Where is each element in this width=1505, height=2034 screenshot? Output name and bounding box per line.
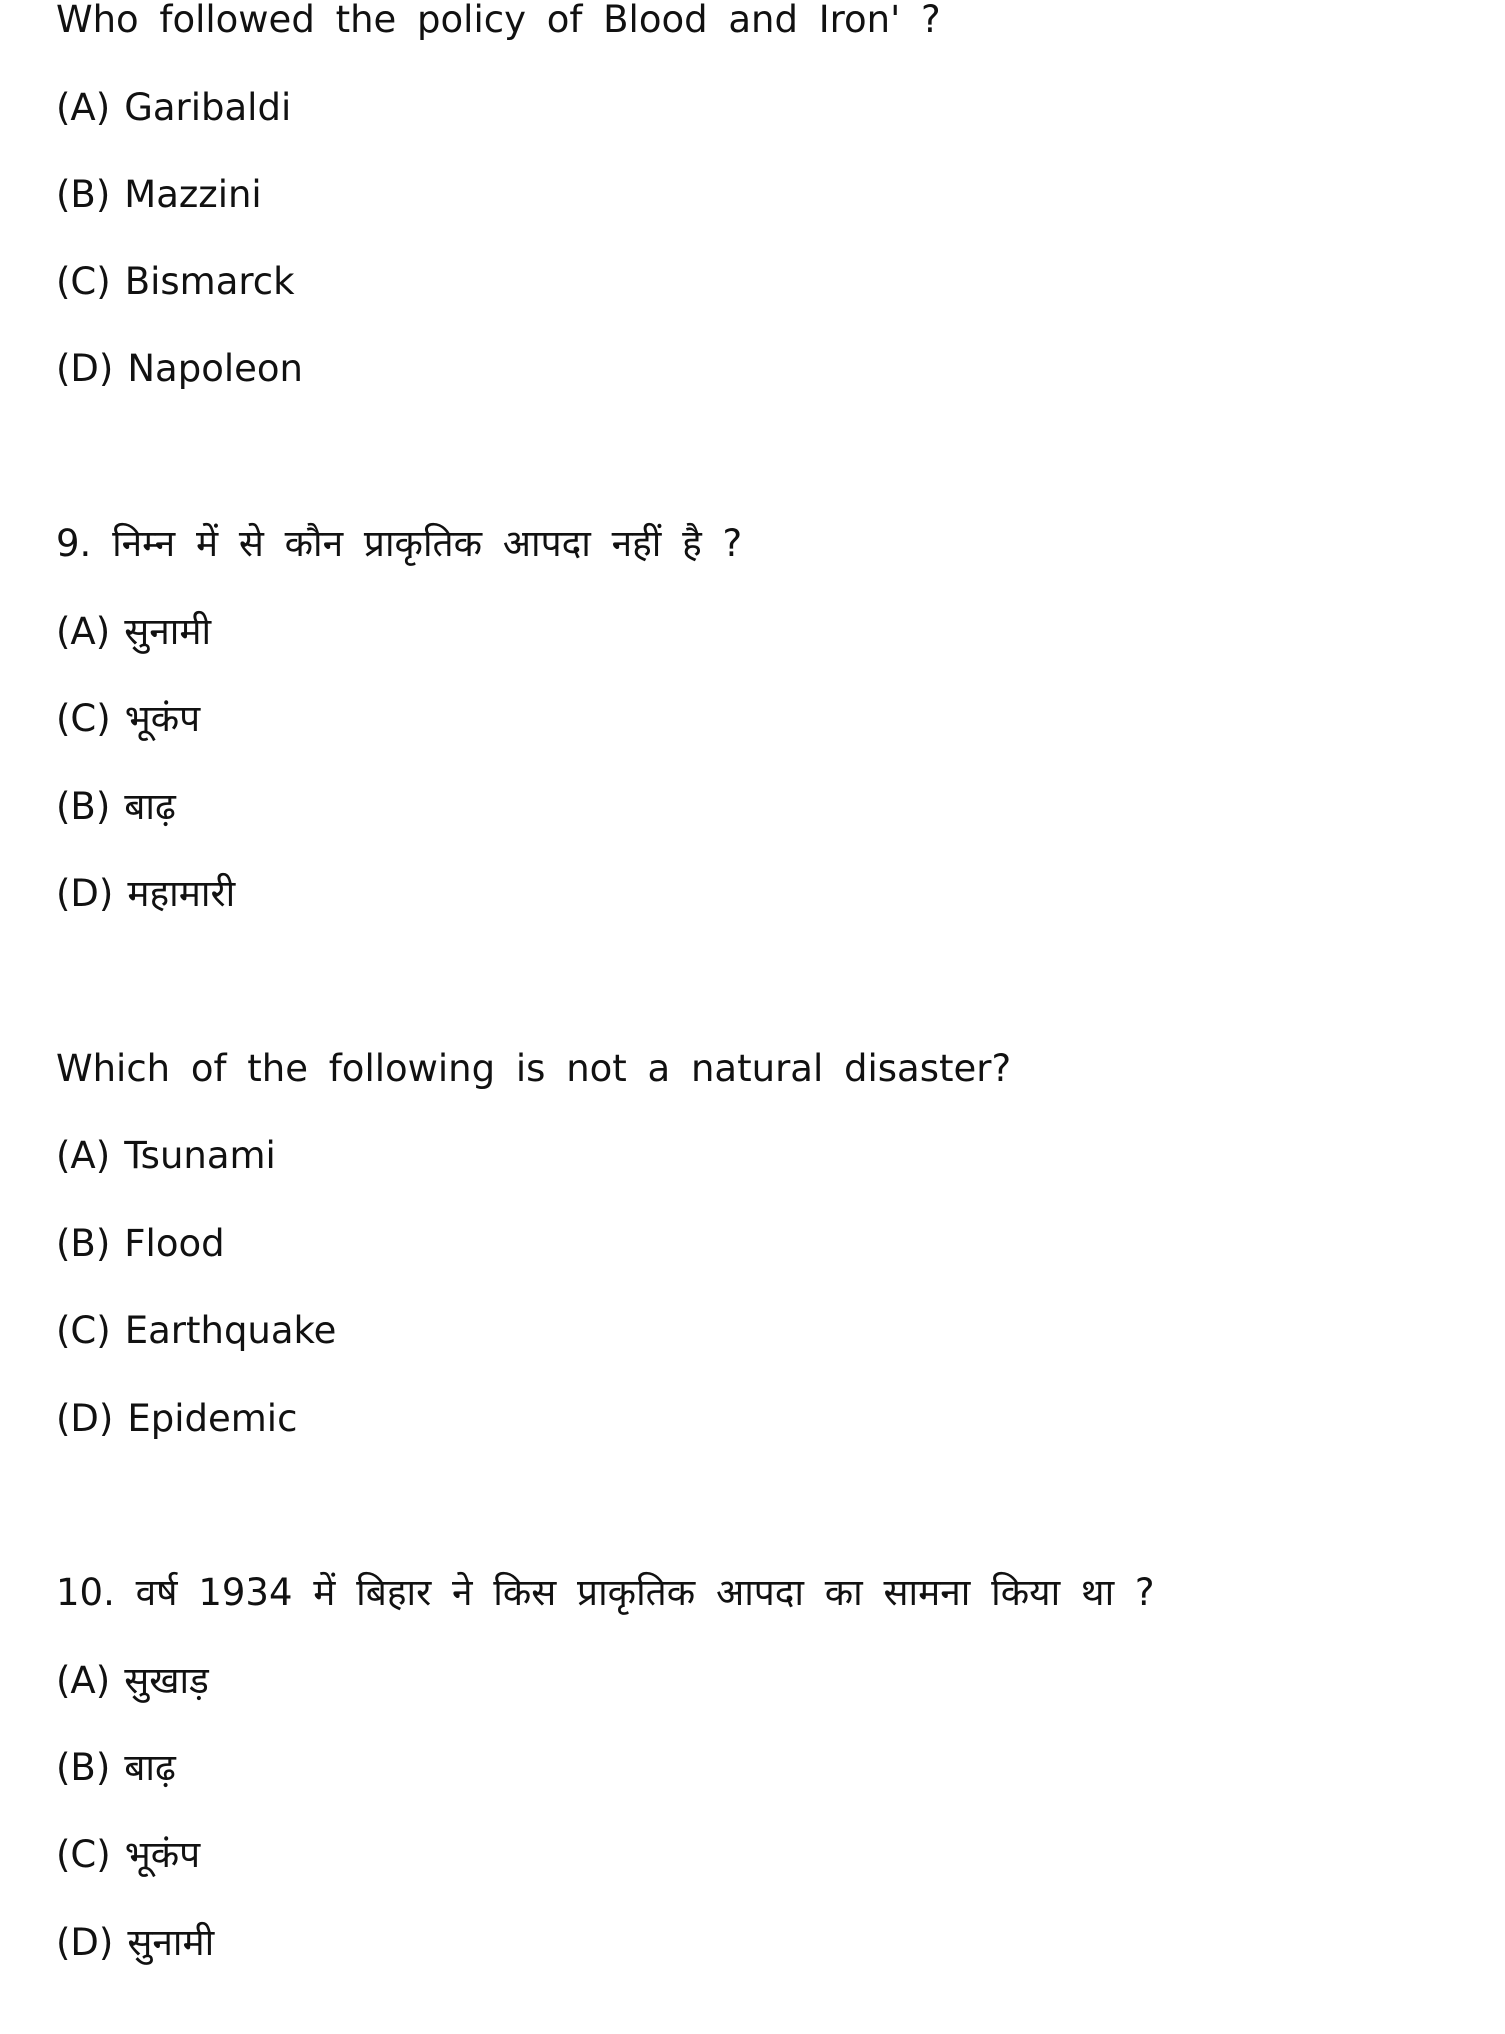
option-b xyxy=(56,171,262,219)
option-label: (D) xyxy=(56,347,114,390)
option-label: (C) xyxy=(56,697,111,740)
question-text: Which of the following is not a natural disaster? xyxy=(56,1047,1012,1090)
option-text: बाढ़ xyxy=(124,785,176,828)
option-a xyxy=(56,1132,276,1180)
option-text: महामारी xyxy=(127,872,236,915)
option-d xyxy=(56,345,303,393)
option-d xyxy=(56,1919,214,1967)
option-c xyxy=(56,1307,336,1355)
option-c xyxy=(56,258,295,306)
option-text: Earthquake xyxy=(124,1309,337,1352)
option-label: (A) xyxy=(56,86,111,129)
option-label: (C) xyxy=(56,260,111,303)
option-a xyxy=(56,84,291,132)
option-label: (B) xyxy=(56,785,111,828)
option-text: Tsunami xyxy=(124,1134,276,1177)
option-text: भूकंप xyxy=(124,697,201,740)
option-text: सुनामी xyxy=(127,1921,215,1964)
option-c xyxy=(56,695,200,743)
option-text: Epidemic xyxy=(127,1397,298,1440)
question-text: 9. निम्न में से कौन प्राकृतिक आपदा नहीं है ? xyxy=(56,522,743,565)
option-text: Garibaldi xyxy=(124,86,292,129)
option-text: सुखाड़ xyxy=(124,1659,209,1702)
question-text: 10. वर्ष 1934 में बिहार ने किस प्राकृतिक आपदा का सामना किया था ? xyxy=(56,1571,1155,1614)
option-label: (B) xyxy=(56,1222,111,1265)
option-label: (C) xyxy=(56,1309,111,1352)
option-b xyxy=(56,783,176,831)
option-text: भूकंप xyxy=(124,1833,201,1876)
option-d xyxy=(56,1395,297,1443)
option-text: Flood xyxy=(124,1222,225,1265)
option-label: (A) xyxy=(56,1659,111,1702)
option-text: बाढ़ xyxy=(124,1746,176,1789)
option-label: (D) xyxy=(56,1397,114,1440)
option-label: (B) xyxy=(56,173,111,216)
option-a xyxy=(56,608,211,656)
option-text: सुनामी xyxy=(124,610,212,653)
option-label: (C) xyxy=(56,1833,111,1876)
option-text: Bismarck xyxy=(124,260,295,303)
option-text: Napoleon xyxy=(127,347,303,390)
option-b xyxy=(56,1220,225,1268)
option-c xyxy=(56,1831,200,1879)
option-label: (D) xyxy=(56,872,114,915)
option-label: (B) xyxy=(56,1746,111,1789)
option-text: Mazzini xyxy=(124,173,262,216)
option-b xyxy=(56,1744,176,1792)
option-label: (A) xyxy=(56,1134,111,1177)
option-d xyxy=(56,870,235,918)
option-a xyxy=(56,1657,209,1705)
option-label: (D) xyxy=(56,1921,114,1964)
question-text: Who followed the policy of Blood and Iron' ? xyxy=(56,0,941,41)
option-label: (A) xyxy=(56,610,111,653)
